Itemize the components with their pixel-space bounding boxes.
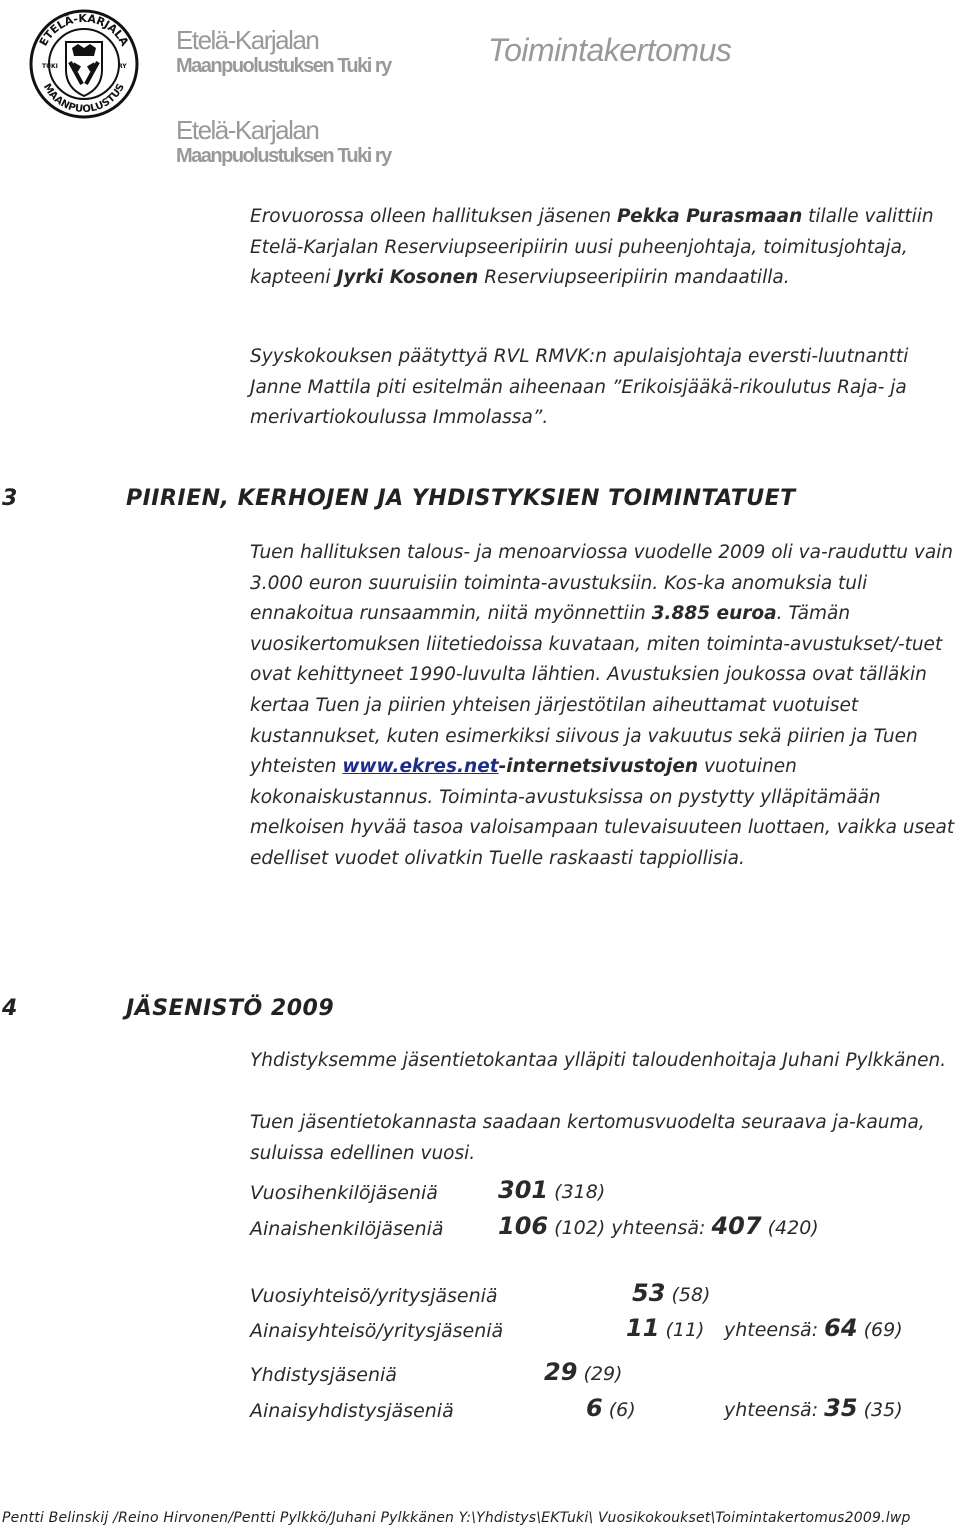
member-row-value	[498, 1176, 605, 1204]
section-title: PIIRIEN, KERHOJEN JA YHDISTYKSIEN TOIMINTATUET	[126, 486, 796, 511]
paragraph-membership-db: Yhdistyksemme jäsentietokantaa ylläpiti taloudenhoitaja Juhani Pylkkänen.	[250, 1050, 947, 1071]
organization-subtitle: Maanpuolustuksen Tuki ry	[176, 145, 391, 167]
document-title: Toimintakertomus	[488, 32, 732, 68]
member-row-value	[632, 1279, 710, 1307]
member-prev: (29)	[583, 1363, 623, 1385]
paragraph-lecture: Syyskokouksen päätyttyä RVL RMVK:n apulaisjohtaja eversti-luutnantti Janne Mattila piti esitelmän aiheenaan ”Erikoisjääkä-rikoulutus Raja- ja merivartiokoulussa Immolassa”.	[250, 346, 909, 429]
person-name: Jyrki Kosonen	[336, 267, 479, 289]
paragraph-grants	[250, 538, 956, 875]
total-label: yhteensä:	[724, 1399, 819, 1421]
member-prev: (6)	[608, 1399, 636, 1421]
organization-name: Etelä-Karjalan	[176, 25, 319, 55]
page-footer: Pentti Belinskij /Reino Hirvonen/Pentti Pylkkö/Juhani Pylkkänen Y:\Yhdistys\EKTuki\ Vuosikokoukset\Toimintakertomus2009.lwp	[2, 1510, 911, 1526]
member-row-label: Ainaisyhdistysjäseniä	[250, 1400, 454, 1422]
text-run: -internetsivustojen	[498, 756, 699, 778]
organization-subtitle: Maanpuolustuksen Tuki ry	[176, 55, 391, 77]
member-prev: (11)	[665, 1319, 705, 1341]
text-run: . Tämän vuosikertomuksen liitetiedoissa kuvataan, miten toiminta-avustukset/-tuet ovat kehittyneet 1990-luvulta lähtien. Avustuksien joukossa ovat tälläkin kertaa Tuen ja piirien yhteisen järjestötilan aiheuttamat vuotuiset kustannukset, kuten esimerkiksi siivous ja vakuutus sekä piirien ja Tuen yhteisten	[250, 603, 943, 778]
text-run: Reserviupseeripiirin mandaatilla.	[478, 267, 790, 289]
member-prev: (318)	[554, 1181, 606, 1203]
amount: 3.885 euroa	[651, 603, 777, 625]
member-total-prev: (35)	[863, 1399, 903, 1421]
paragraph-board-change	[250, 202, 956, 294]
organization-name: Etelä-Karjalan	[176, 115, 319, 145]
section-title: JÄSENISTÖ 2009	[126, 996, 335, 1021]
member-count: 29	[544, 1358, 578, 1386]
member-row-value	[544, 1358, 622, 1386]
member-total-prev: (420)	[767, 1217, 819, 1239]
text-run: Tuen hallituksen talous- ja menoarviossa vuodelle 2009 oli va-rauduttu vain 3.000 euron suuruisiin toiminta-avustuksiin. Kos-ka anomuksia tuli ennakoitua runsaammin, niitä myönnettiin	[250, 542, 954, 625]
member-row-total	[724, 1314, 903, 1342]
member-row-label: Vuosihenkilöjäseniä	[250, 1182, 438, 1204]
organization-name-block-repeat	[176, 116, 391, 168]
text-run: tilalle valittiin Etelä-Karjalan Reserviupseeripiirin uusi puheenjohtaja, toimitusjohtaja, kapteeni	[250, 206, 934, 289]
website-link[interactable]: www.ekres.net	[342, 756, 499, 778]
member-row-label: Vuosiyhteisö/yritysjäseniä	[250, 1285, 498, 1307]
member-count: 6	[586, 1394, 603, 1422]
svg-text:RY: RY	[118, 63, 127, 70]
member-total-prev: (69)	[863, 1319, 903, 1341]
svg-text:ETELÄ-KARJALA: ETELÄ-KARJALA	[36, 11, 132, 49]
total-label: yhteensä:	[724, 1319, 819, 1341]
member-count: 106	[498, 1212, 549, 1240]
section-number: 4	[2, 996, 18, 1021]
member-total: 407	[711, 1212, 762, 1240]
member-count: 53	[632, 1279, 666, 1307]
member-row-total	[724, 1394, 903, 1422]
member-row-label: Ainaisyhteisö/yritysjäseniä	[250, 1320, 504, 1342]
organization-name-block	[176, 26, 391, 78]
member-count: 301	[498, 1176, 549, 1204]
member-prev: (58)	[671, 1284, 711, 1306]
member-row-label: Yhdistysjäseniä	[250, 1364, 397, 1386]
total-label: yhteensä:	[611, 1217, 706, 1239]
member-count: 11	[626, 1314, 660, 1342]
member-prev: (102)	[554, 1217, 606, 1239]
member-row-value	[498, 1212, 819, 1240]
member-row-value	[626, 1314, 704, 1342]
member-row-value	[586, 1394, 636, 1422]
section-number: 3	[2, 486, 18, 511]
text-run: Erovuorossa olleen hallituksen jäsenen	[250, 206, 618, 227]
organization-logo	[28, 8, 140, 120]
svg-text:MAANPUOLUSTUS: MAANPUOLUSTUS	[40, 81, 127, 116]
member-row-label: Ainaishenkilöjäseniä	[250, 1218, 444, 1240]
member-total: 64	[824, 1314, 858, 1342]
svg-text:TUKI: TUKI	[42, 63, 58, 70]
paragraph-distribution: Tuen jäsentietokannasta saadaan kertomusvuodelta seuraava ja-kauma, suluissa edellinen vuosi.	[250, 1112, 925, 1164]
text-run: vuotuinen kokonaiskustannus. Toiminta-avustuksissa on pystytty ylläpitämään melkoisen hyvää tasoa valoisampaan tulevaisuuteen luottaen, vaikka useat edelliset vuodet olivatkin Tuelle raskaasti tappiollisia.	[250, 756, 955, 869]
member-total: 35	[824, 1394, 858, 1422]
person-name: Pekka Purasmaan	[617, 206, 803, 227]
